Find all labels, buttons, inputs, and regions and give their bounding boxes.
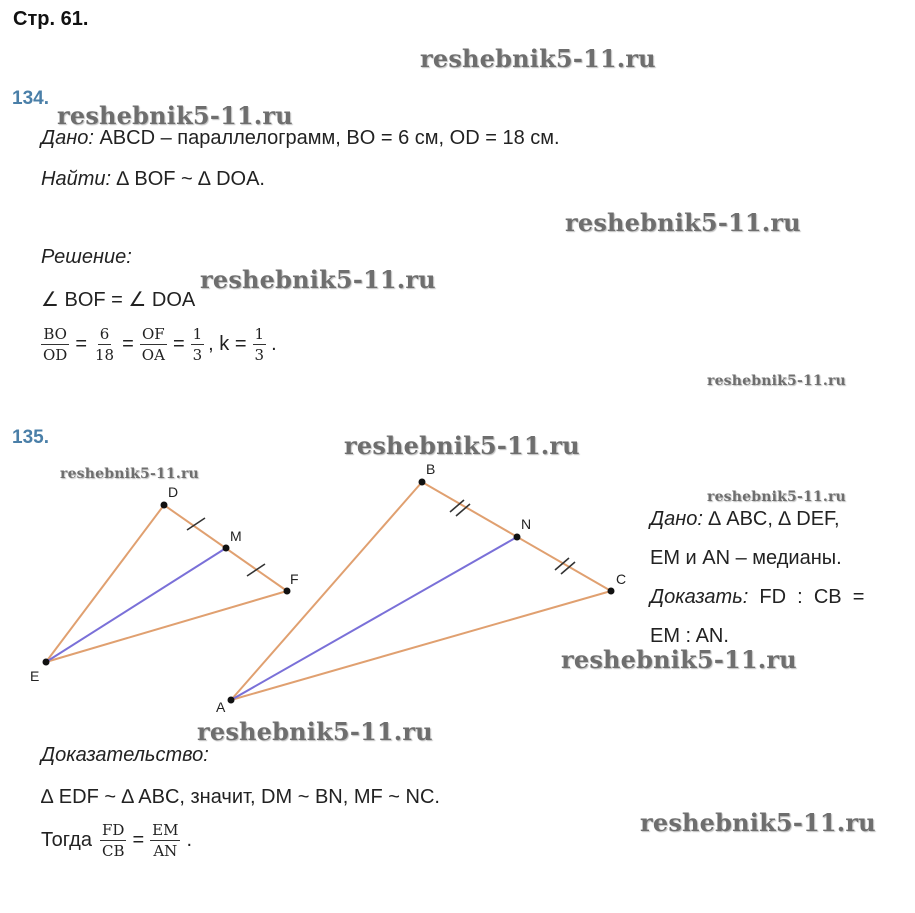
prove-tail: EM : AN.: [650, 625, 729, 647]
label-e: E: [30, 668, 40, 684]
proof-line: ∆ EDF ~ ∆ ABC, значит, DM ~ BN, MF ~ NC.: [41, 786, 440, 808]
point-a: [228, 697, 235, 704]
watermark: reshebnik5-11.ru: [707, 489, 846, 505]
medians-line: EM и AN – медианы.: [650, 547, 842, 569]
label-a: A: [216, 699, 226, 715]
watermark: reshebnik5-11.ru: [420, 44, 656, 73]
solution-label: Решение:: [41, 246, 132, 268]
side-ac: [231, 591, 611, 700]
point-b: [419, 479, 426, 486]
problem-number-135: 135.: [12, 427, 49, 448]
watermark: reshebnik5-11.ru: [561, 645, 797, 674]
fraction: $\frac{BO}{OD}$: [43, 325, 68, 364]
median-em: [46, 548, 226, 662]
side-ab: [231, 482, 422, 700]
point-m: [223, 545, 230, 552]
label-d: D: [168, 484, 179, 500]
point-n: [514, 534, 521, 541]
find-text: ∆ BOF ~ ∆ DOA.: [111, 168, 265, 190]
ratio-equation: $\frac{BO}{OD}$ = $\frac{6}{18}$ = $\frac{OF}{OA}$ = $\frac{1}{3}$ , k = $\frac{1}{3}$ .: [43, 325, 277, 364]
label-b: B: [426, 461, 436, 477]
label-c: C: [616, 571, 627, 587]
angle-equality: ∠ BOF = ∠ DOA: [41, 289, 196, 311]
given-text: ABCD – параллелограмм, BO = 6 см, OD = 18 см.: [93, 127, 560, 149]
watermark: reshebnik5-11.ru: [565, 208, 801, 237]
label-f: F: [290, 571, 299, 587]
fraction: $\frac{6}{18}$: [95, 325, 115, 364]
fraction: $\frac{OF}{OA}$: [141, 325, 165, 364]
proof-label: Доказательство:: [41, 744, 209, 766]
watermark: reshebnik5-11.ru: [707, 373, 846, 389]
fraction: $\frac{1}{3}$: [192, 325, 203, 364]
fraction: $\frac{1}{3}$: [254, 325, 265, 364]
point-e: [43, 659, 50, 666]
page-title: Стр. 61.: [13, 8, 89, 30]
fraction: $\frac{FD}{CB}$: [101, 821, 125, 860]
watermark: reshebnik5-11.ru: [640, 808, 876, 837]
median-an: [231, 537, 517, 700]
points: [43, 479, 615, 704]
problem-number-134: 134.: [12, 88, 49, 109]
watermark: reshebnik5-11.ru: [200, 265, 436, 294]
prove-line: Доказать: FD : CB =: [650, 586, 865, 608]
conclusion-equation: Тогда $\frac{FD}{CB}$ = $\frac{EM}{AN}$ .: [41, 821, 193, 860]
given-label: Дано:: [41, 127, 94, 149]
side-ef: [46, 591, 287, 662]
triangle-def: [46, 505, 287, 662]
point-f: [284, 588, 291, 595]
label-n: N: [521, 516, 532, 532]
watermark: reshebnik5-11.ru: [197, 717, 433, 746]
watermark: reshebnik5-11.ru: [57, 101, 293, 130]
point-d: [161, 502, 168, 509]
watermark: reshebnik5-11.ru: [344, 431, 580, 460]
watermark: reshebnik5-11.ru: [60, 466, 199, 482]
fraction: $\frac{EM}{AN}$: [152, 821, 179, 860]
point-c: [608, 588, 615, 595]
given-line-135: Дано: ∆ ABC, ∆ DEF,: [650, 508, 840, 530]
side-ed: [46, 505, 164, 662]
label-m: M: [230, 528, 242, 544]
find-label: Найти:: [41, 168, 112, 190]
